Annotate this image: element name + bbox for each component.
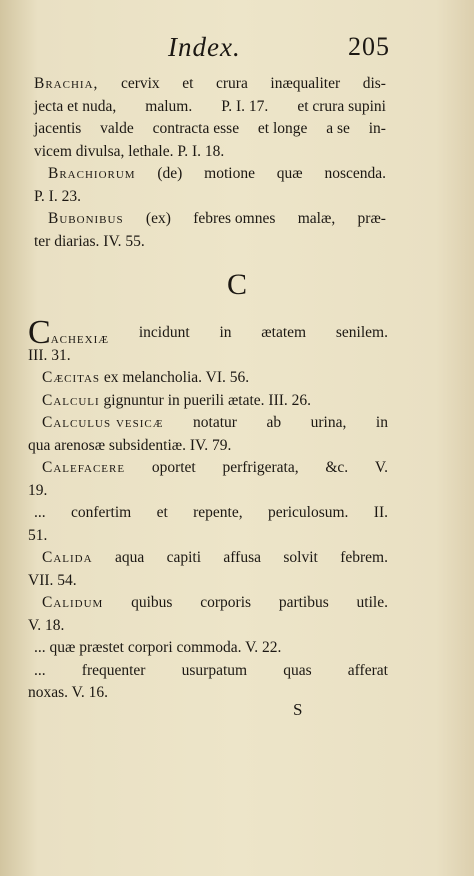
- index-line: III. 31.: [28, 346, 71, 364]
- index-line: Cæcitas ex melancholia. VI. 56.: [42, 369, 250, 386]
- index-line: Calculus vesicæ notatur ab urina, in: [42, 414, 388, 431]
- index-line: VII. 54.: [28, 571, 77, 589]
- index-line: ter diarias. IV. 55.: [34, 232, 145, 250]
- index-line: jecta et nuda, malum. P. I. 17. et crura supini: [34, 97, 386, 115]
- index-line: P. I. 23.: [34, 187, 81, 205]
- index-line: 51.: [28, 526, 48, 544]
- index-line: vicem divulsa, lethale. P. I. 18.: [34, 142, 225, 160]
- index-line: Bubonibus (ex) febres omnes malæ, præ-: [48, 210, 386, 227]
- section-c-entries: [28, 314, 388, 705]
- index-line: V. 18.: [28, 616, 65, 634]
- index-line: Calida aqua capiti affusa solvit febrem.: [42, 549, 388, 566]
- index-line: noxas. V. 16.: [28, 684, 108, 701]
- index-line: qua arenosæ subsidentiæ. IV. 79.: [28, 436, 232, 454]
- index-line: Brachiorum (de) motione quæ noscenda.: [48, 165, 386, 182]
- catchword: S: [293, 700, 303, 719]
- index-line: Cachexiæ incidunt in ætatem senilem.: [28, 314, 388, 351]
- running-title: Index.: [168, 32, 241, 62]
- section-b-entries: [34, 73, 386, 253]
- index-line: Calculi gignuntur in puerili ætate. III. 26.: [42, 391, 312, 409]
- index-line: Calidum quibus corporis partibus utile.: [42, 594, 388, 611]
- index-line: Calefacere oportet perfrigerata, &c. V.: [42, 459, 388, 476]
- page-header: [0, 32, 474, 72]
- index-line: ... frequenter usurpatum quas afferat: [34, 661, 388, 679]
- section-letter-heading: C: [226, 268, 247, 301]
- page-number: 205: [348, 32, 390, 61]
- index-line: 19.: [28, 481, 48, 499]
- index-line: Brachia, cervix et crura inæqualiter dis-: [34, 75, 386, 92]
- index-line: jacentis valde contracta esse et longe a se in-: [34, 120, 386, 137]
- index-line: ... confertim et repente, periculosum. II.: [34, 504, 388, 521]
- index-line: ... quæ præstet corpori commoda. V. 22.: [34, 639, 282, 656]
